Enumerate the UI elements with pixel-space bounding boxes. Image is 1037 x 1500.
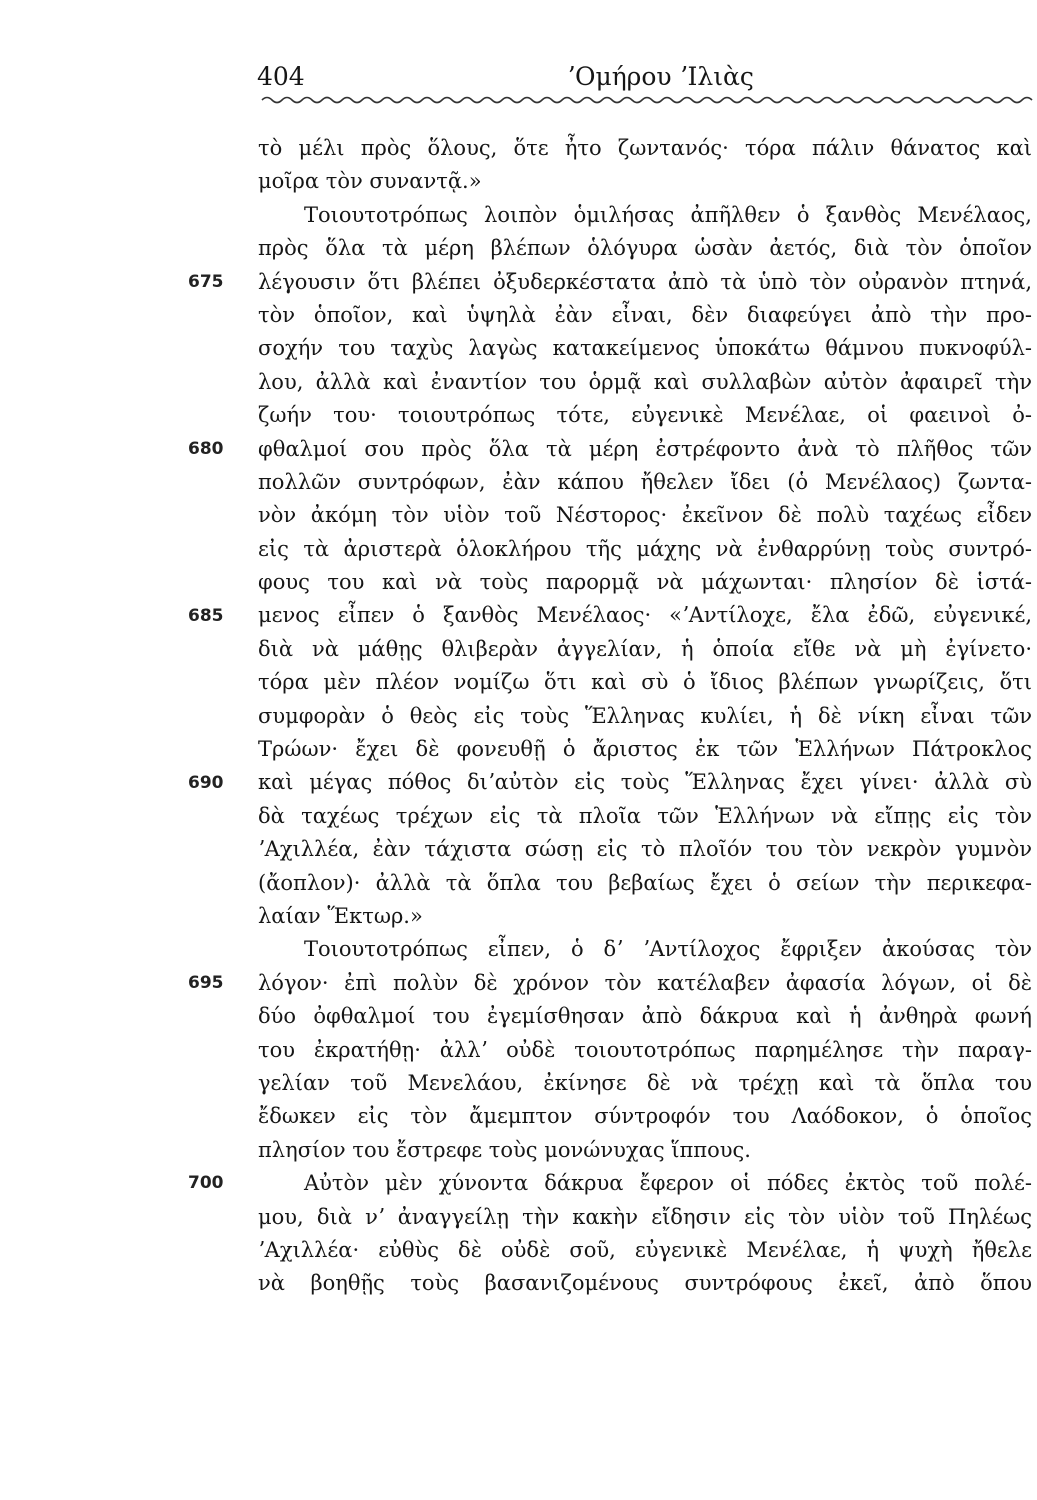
page-number: 404 bbox=[257, 62, 305, 91]
text-line: του ἐκρατήθῃ· ἀλλʼ οὐδὲ τοιουτοτρόπως παρημέλησε τὴν παραγ- bbox=[258, 1037, 1032, 1062]
text-line: τόρα μὲν πλέον νομίζω ὅτι καὶ σὺ ὁ ἴδιος βλέπων γνωρίζεις, ὅτι bbox=[258, 670, 1032, 695]
text-line: γελίαν τοῦ Μενελάου, ἐκίνησε δὲ νὰ τρέχῃ καὶ τὰ ὅπλα του bbox=[258, 1070, 1032, 1095]
text-line: λου, ἀλλὰ καὶ ἐναντίον του ὁρμᾷ καὶ συλλαβὼν αὐτὸν ἀφαιρεῖ τὴν bbox=[258, 369, 1032, 394]
text-line: πλησίον του ἔστρεφε τοὺς μονώνυχας ἵππους. bbox=[258, 1137, 751, 1162]
text-line: ʼΑχιλλέα, ἐὰν τάχιστα σώσῃ εἰς τὸ πλοῖόν του τὸν νεκρὸν γυμνὸν bbox=[258, 837, 1032, 862]
text-line: εἰς τὰ ἀριστερὰ ὁλοκλήρου τῆς μάχης νὰ ἐνθαρρύνῃ τοὺς συντρό- bbox=[258, 536, 1032, 561]
margin-line-number: 685 bbox=[188, 605, 224, 626]
text-line: συμφορὰν ὁ θεὸς εἰς τοὺς Ἕλληνας κυλίει, ἡ δὲ νίκη εἶναι τῶν bbox=[258, 703, 1032, 728]
text-line: τὸν ὁποῖον, καὶ ὑψηλὰ ἐὰν εἶναι, δὲν διαφεύγει ἀπὸ τὴν προ- bbox=[258, 302, 1032, 327]
text-line: φθαλμοί σου πρὸς ὅλα τὰ μέρη ἐστρέφοντο ἀνὰ τὸ πλῆθος τῶν bbox=[258, 436, 1032, 461]
text-line: φους του καὶ νὰ τοὺς παρορμᾷ νὰ μάχωνται· πλησίον δὲ ἱστά- bbox=[258, 570, 1032, 595]
text-line: Τοιουτοτρόπως λοιπὸν ὁμιλήσας ἀπῆλθεν ὁ ξανθὸς Μενέλαος, bbox=[304, 202, 1032, 227]
text-line: μοῖρα τὸν συναντᾷ.» bbox=[258, 169, 482, 194]
text-line: ἔδωκεν εἰς τὸν ἄμεμπτον σύντροφόν του Λαόδοκον, ὁ ὁποῖος bbox=[258, 1104, 1032, 1129]
text-line: καὶ μέγας πόθος διʼαὐτὸν εἰς τοὺς Ἕλληνας ἔχει γίνει· ἀλλὰ σὺ bbox=[258, 770, 1032, 795]
text-line: πρὸς ὅλα τὰ μέρη βλέπων ὁλόγυρα ὡσὰν ἀετός, διὰ τὸν ὁποῖον bbox=[258, 236, 1032, 261]
text-line: (ἄοπλον)· ἀλλὰ τὰ ὅπλα του βεβαίως ἔχει ὁ σείων τὴν περικεφα- bbox=[258, 870, 1032, 895]
text-line: νὸν ἀκόμη τὸν υἱὸν τοῦ Νέστορος· ἐκεῖνον δὲ πολὺ ταχέως εἶδεν bbox=[258, 503, 1032, 528]
text-line: σοχήν του ταχὺς λαγὼς κατακείμενος ὑποκάτω θάμνου πυκνοφύλ- bbox=[258, 336, 1032, 361]
text-line: μενος εἶπεν ὁ ξανθὸς Μενέλαος· «ʼΑντίλοχε, ἔλα ἐδῶ, εὐγενικέ, bbox=[258, 603, 1032, 628]
margin-line-number: 675 bbox=[188, 271, 224, 292]
text-line: ζωήν του· τοιουτρόπως τότε, εὐγενικὲ Μενέλαε, οἱ φαεινοὶ ὀ- bbox=[258, 403, 1032, 428]
running-title: ʼΟμήρου ʼΙλιὰς bbox=[567, 62, 754, 91]
text-line: Αὐτὸν μὲν χύνοντα δάκρυα ἔφερον οἱ πόδες ἐκτὸς τοῦ πολέ- bbox=[304, 1171, 1032, 1196]
text-line: λαίαν Ἕκτωρ.» bbox=[258, 903, 423, 928]
text-line: Τρώων· ἔχει δὲ φονευθῇ ὁ ἄριστος ἐκ τῶν Ἑλλήνων Πάτροκλος bbox=[258, 737, 1032, 762]
margin-line-number: 690 bbox=[188, 772, 224, 793]
text-line: μου, διὰ νʼ ἀναγγείλῃ τὴν κακὴν εἴδησιν εἰς τὸν υἱὸν τοῦ Πηλέως bbox=[258, 1204, 1032, 1229]
text-line: ʼΑχιλλέα· εὐθὺς δὲ οὐδὲ σοῦ, εὐγενικὲ Μενέλαε, ἡ ψυχὴ ἤθελε bbox=[258, 1237, 1032, 1262]
margin-line-number: 700 bbox=[188, 1173, 224, 1194]
text-line: λόγον· ἐπὶ πολὺν δὲ χρόνον τὸν κατέλαβεν ἀφασία λόγων, οἱ δὲ bbox=[258, 970, 1032, 995]
text-line: πολλῶν συντρόφων, ἐὰν κάπου ἤθελεν ἴδει (ὁ Μενέλαος) ζωντα- bbox=[258, 469, 1032, 494]
text-line: δύο ὀφθαλμοί του ἐγεμίσθησαν ἀπὸ δάκρυα καὶ ἡ ἀνθηρὰ φωνή bbox=[258, 1004, 1032, 1029]
text-line: λέγουσιν ὅτι βλέπει ὀξυδερκέστατα ἀπὸ τὰ ὑπὸ τὸν οὐρανὸν πτηνά, bbox=[258, 269, 1032, 294]
body-text bbox=[258, 132, 1032, 1301]
ornamental-rule bbox=[262, 92, 1035, 108]
text-line: νὰ βοηθῇς τοὺς βασανιζομένους συντρόφους ἐκεῖ, ἀπὸ ὅπου bbox=[258, 1271, 1032, 1296]
text-line: τὸ μέλι πρὸς ὅλους, ὅτε ἦτο ζωντανός· τόρα πάλιν θάνατος καὶ bbox=[258, 136, 1032, 160]
margin-line-number: 680 bbox=[188, 438, 224, 459]
text-line: Τοιουτοτρόπως εἶπεν, ὁ δʼ ʼΑντίλοχος ἔφριξεν ἀκούσας τὸν bbox=[304, 937, 1032, 962]
margin-line-number: 695 bbox=[188, 973, 224, 993]
text-line: διὰ νὰ μάθῃς θλιβερὰν ἀγγελίαν, ἡ ὁποία εἴθε νὰ μὴ ἐγίνετο· bbox=[258, 636, 1032, 661]
text-line: δὰ ταχέως τρέχων εἰς τὰ πλοῖα τῶν Ἑλλήνων νὰ εἴπῃς εἰς τὸν bbox=[258, 803, 1032, 828]
